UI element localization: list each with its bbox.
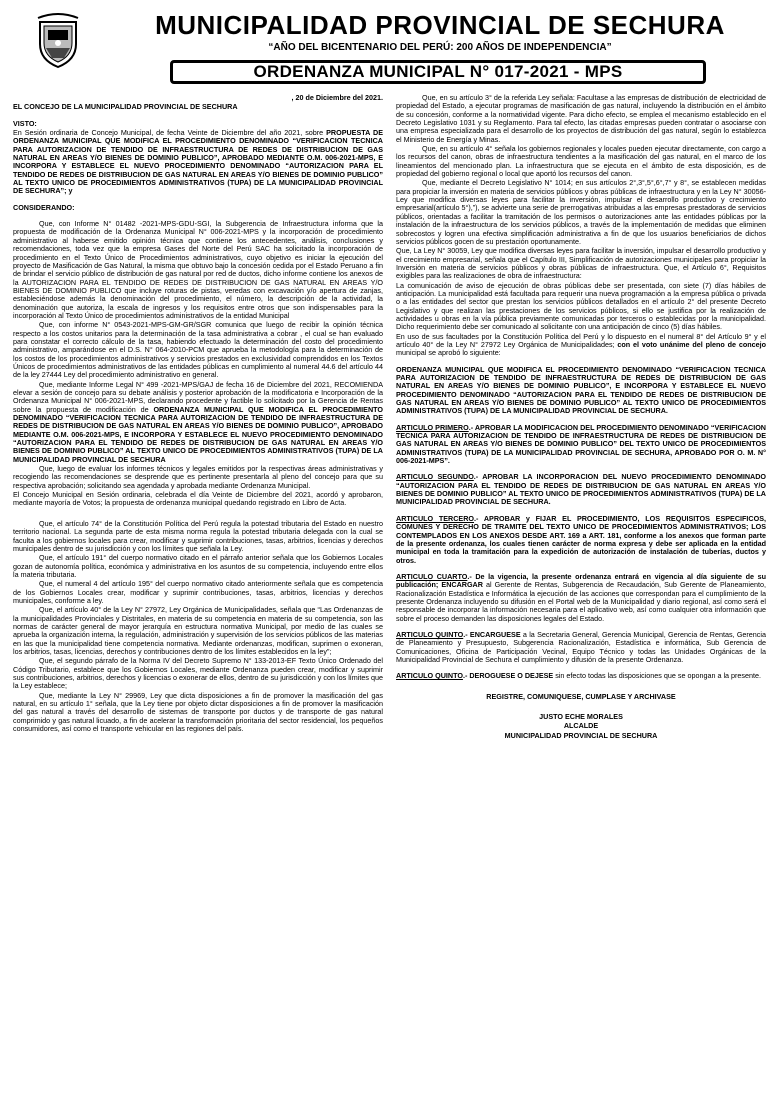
ordinance-title: ORDENANZA MUNICIPAL QUE MODIFICA EL PROCEDIMIENTO DENOMINADO “VERIFICACION TECNICA PARA AUTORIZACION DE TENDIDO DE INFRAESTRUCTURA DE REDES DE DISTRIBUCION DE GAS NATURAL EN AREAS Y/O BIENES DE DOMINIO PUBLICO”, E INCORPORA Y ESTABLECE EL NUEVO PROCEDIMIENTO DENOMINADO “AUTORIZACION PARA EL TENDIDO DE REDES DE DISTRIBUCION DE GAS NATURAL EN AREAS Y/O BIENES DE DOMINIO PUBLICO” AL TEXTO UNICO DE PROCEDIMIENTOS ADMINISTRATIVOS (TUPA) DE LA MUNICIPALIDAD PROVINCIAL DE SECHURA. [396,364,766,416]
considerando-paragraph: Que, mediante el Decreto Legislativo N° 1014; en sus artículos 2°,3°,5°,6°,7° y 8°, se establecen medidas para propiciar la inversión en materia de servicios públicos y obras públicas de infraestructura y en la Ley N° 30056- Ley que modifica diversas leyes para facilitar la inversión, impulsar el desarrollo productivo y crecimiento empresarial(artículo 5°),”), se advierte una serie de prerrogativas atribuidas a las empresas prestadoras de servicios públicos, orientadas a facilitar la tramitación de los permisos o autorizaciones ante las entidades públicas por la instalación de la infraestructura de los servicios públicos, a través de la implementación de medidas que eliminen sobrecostos y logren una efectiva simplificación administrativa a fin de que los usuarios beneficiarios de dichos servicios públicos gocen de su prestación oportunamente. [396,178,766,246]
considerando-paragraph: Que, el artículo 40° de la Ley N° 27972, Ley Orgánica de Municipalidades, señala que “Las Ordenanzas de la municipalidades Provinciales y Distritales, en materia de su competencia en materia de su competencia, son las normas de carácter general de mayor jerarquía en estructura normativa Municipal, por medio de las cuales se aprueba la organización interna, la regulación, administración y supervisión de los servicios públicos de las materias en las que la municipalidad tiene competencia normativa. Mediante ordenanzas, modifican, suprimen o exoneran, los arbitrios, tasas, licencias, derechos y contribuciones dentro de los límites establecidos en la ley”; [13,605,383,656]
article-first: ARTICULO PRIMERO.- APROBAR LA MODIFICACION DEL PROCEDIMIENTO DENOMINADO “VERIFICACION TECNICA PARA AUTORIZACION DE TENDIDO DE INFRAESTRUCTURA DE REDES DE DISTRIBUCION DE GAS NATURAL EN AREAS Y/O BIENES DE DOMINIO PUBLICO” DEL TEXTO UNICO DE PROCEDIMIENTOS ADMINISTRATIVOS (TUPA) DE LA MUNICIPALIDAD PROVINCIAL DE SECHURA, APROBADO POR O. M. N° 006-2021-MPS”. [396,422,766,466]
considerando-paragraph: En uso de sus facultades por la Constitución Política del Perú y lo dispuesto en el numeral 8° del Artículo 9° y el artículo 40° de la Ley N° 27972 Ley Orgánica de Municipalidades; con el voto unánime del pleno de concejo municipal se aprobó lo siguiente: [396,331,766,358]
visto-paragraph: En Sesión ordinaria de Concejo Municipal, de fecha Veinte de Diciembre del año 2021, sobre PROPUESTA DE ORDENANZA MUNICIPAL QUE MODIFICA EL PROCEDIMIENTO DENOMINADO “VERIFICACION TECNICA PARA AUTORIZACION DE TENDIDO DE INFRAESTRUCTURA DE REDES DE DISTRIBUCION DE GAS NATURAL EN AREAS Y/O BIENES DE DOMINIO PUBLICO”, APROBADO MEDIANTE O.M. 006-2021-MPS, E INCORPORA Y ESTABLECE EL NUEVO PROCEDIMIENTO DENOMINADO “AUTORIZACION PARA EL TENDIDO DE REDES DE DISTRIBUCION DE GAS NATURAL EN AREAS Y/O BIENES DE DOMINIO PUBLICO” AL TEXTO UNICO DE PROCEDIMIENTOS ADMINISTRATIVOS (TUPA) DE LA MUNICIPALIDAD PROVINCIAL DE SECHURA”; y [13,128,383,196]
signatory-name: JUSTO ECHE MORALES [539,712,623,721]
document-date: , 20 de Diciembre del 2021. [291,94,383,102]
considerando-paragraph: Que, luego de evaluar los informes técnicos y legales emitidos por la respectivas áreas administrativas y recogiendo las recomendaciones se desprende que es pertinente presentarla al pleno del concejo para que su respectiva aprobación; solicitando sea agendada y aprobada mediante Ordenanza Municipal. [13,464,383,490]
left-column [13,94,383,1104]
closing-formula: REGISTRE, COMUNIQUESE, CUMPLASE Y ARCHIVASE [486,691,676,701]
page-title: MUNICIPALIDAD PROVINCIAL DE SECHURA [155,10,725,40]
considerando-paragraph: Que, el artículo 74° de la Constitución Política del Perú regula la potestad tributaria del Estado en nuestro territorio nacional. La segunda parte de esta misma norma regula la potestad tributaria delegada con la cual se faculta a los gobiernos locales para crear, modificar y suprimir contribuciones, tasas, arbitrios, licencias y derechos municipales dentro de su jurisdicción y con los límites que señala la Ley. [13,518,383,553]
article-fourth: ARTICULO CUARTO.- De la vigencia, la presente ordenanza entrará en vigencia al día siguiente de su publicación; ENCARGAR al Gerente de Rentas, Subgerencia de Recaudación, Sub Gerente de Planeamiento, Racionalización Estadística e Informática la ejecución de las acciones que correspondan para el cumplimiento de la presente Ordenanza incluyendo su difusión en el Portal web de la Municipalidad y diario regional, así como será el responsable de incorporar la información necesaria para el aplicativo web, así como cualquier otra información que sobre el proceso demanden las disposiciones legales del Estado. [396,571,766,623]
municipal-coat-of-arms-icon [34,12,82,70]
considerando-paragraph: Que, en su artículo 3° de la referida Ley señala: Facultase a las empresas de distribución de electricidad de propiedad del Estado, a ejecutar programas de masificación de gas natural, incluyendo la distribución en el ámbito de su concesión, conforme a la normatividad vigente. Para dicho efecto, se emplea el mecanismo establecido en el Decreto Legislativo 1031 y su Reglamento. Para tal efecto, las citadas empresas pueden contratar o asociarse con una empresa especializada para el desarrollo de los proyectos de distribución del gas natural, según lo establezca el Ministerio de Energía y Minas. [396,94,766,144]
considerando-paragraph: Que, el numeral 4 del artículo 195° del cuerpo normativo citado anteriormente señala que es competencia de los Gobiernos Locales crear, modificar y suprimir contribuciones, tasas, arbitrios, licencias y derechos municipales, conforme a ley. [13,579,383,605]
considerando-paragraph: Que, mediante la Ley N° 29969, Ley que dicta disposiciones a fin de promover la masificación del gas natural, en su artículo 1° señala, que la Ley tiene por objeto dictar disposiciones a fin de promover la masificación del gas natural a través del desarrollo de sistemas de transporte por ductos y de transporte de gas natural comprimido y gas natural licuado, a fin de acelerar la transformación prioritaria del sector residencial, los pequeños consumidores, así como el transporte vehicular en las regiones del país. [13,690,383,734]
considerando-paragraph: El Concejo Municipal en Sesión ordinaria, celebrada el día Veinte de Diciembre del 2021, acordó y aprobaron, mediante mayoría de Votos; la propuesta de ordenanza municipal quedando registrado en Libro de Acta. [13,490,383,508]
considerando-paragraph: Que, el artículo 191° del cuerpo normativo citado en el párrafo anterior señala que los Gobiernos Locales gozan de autonomía política, económica y administrativa en los asuntos de su competencia, incluyendo entre ellos la materia tributaria. [13,553,383,579]
considerando-paragraph: Que, con informe N° 0543-2021-MPS-GM-GR/SGR comunica que luego de recibir la opinión técnica respecto a los costos unitarios para la determinación de la tasa administrativa a cobrar , el cual se han evaluado para constatar el correcto cálculo de la tasa, habiendo efectuado la determinación del costo del procedimiento administrativo, amparándose en el D.S. N° 064-2010-PCM que aprueba la metodología para la determinación de los costos de los procedimientos administrativos y servicios prestados en exclusividad comprendidos en los Textos Únicos de procedimientos administrativos de las entidades públicas en cumplimiento al numeral 44.6 del artículo 44 de la ley 27444 Ley del procedimiento administrativo en general. [13,320,383,380]
article-third: ARTICULO TERCERO.- APROBAR y FIJAR EL PROCEDIMIENTO, LOS REQUISITOS ESPECIFICOS, COMUNES Y DERECHO DE TRAMITE DEL TEXTO UNICO DE PROCEDIMIENTOS ADMINISTRATIVOS; LOS CONTEMPLADOS EN LOS ANEXOS DESDE ART. 169 a ART. 181, conforme a los anexos que forman parte de la presente ordenanza, los cuales tienen carácter de norma expresa y debe ser aplicada en la entidad municipal en toda la tramitación para la expedición de autorización de instalación de tuberías, ductos y otros. [396,513,766,565]
signatory-role: ALCALDE [563,721,599,731]
article-fifth-repeal: ARTICULO QUINTO.- DEROGUESE O DEJESE sin efecto todas las disposiciones que se opongan a la presente. [396,671,761,681]
considerando-heading: CONSIDERANDO: [13,202,75,212]
considerando-paragraph: Que, mediante Informe Legal N° 499 -2021-MPS/GAJ de fecha 16 de Diciembre del 2021, RECOMIENDA elevar a sesión de concejo para su debate análisis y posterior aprobación de la modificatoria e Incorporación de la Ordenanza Municipal N° 006-2021-MPS, declarando procedente y factible lo solicitado por la Gerencia de Rentas sobre la propuesta de modificación de ORDENANZA MUNICIPAL QUE MODIFICA EL PROCEDIMIENTO DENOMINADO “VERIFICACION TECNICA PARA AUTORIZACION DE TENDIDO DE INFRAESTRUCTURA DE REDES DE DISTRIBUCION DE GAS NATURAL EN AREAS Y/O BIENES DE DOMINIO PUBLICO”, APROBADO MEDIANTE O.M. 006-2021-MPS, E INCORPORA Y ESTABLECE EL NUEVO PROCEDIMIENTO DENOMINADO “AUTORIZACION PARA EL TENDIDO DE REDES DE DISTRIBUCION DE GAS NATURAL EN AREAS Y/O BIENES DE DOMINIO PUBLICO” AL TEXTO UNICO DE PROCEDIMIENTOS ADMINISTRATIVOS (TUPA) DE LA MUNICIPALIDAD PROVINCIAL DE SECHURA [13,379,383,464]
visto-heading: VISTO: [13,118,37,128]
considerando-paragraph: Que, en su artículo 4° señala los gobiernos regionales y locales pueden ejecutar directamente, con cargo a los recursos del canon, obras de infraestructura tendientes a la masificación del gas natural, en el marco de los lineamientos del mencionado plan. La infraestructura que se ejecuta en el ámbito de esta disposición, es de propiedad del gobierno regional o local que aportó los recursos del canon. [396,144,766,179]
ordinance-number-banner: ORDENANZA MUNICIPAL N° 017-2021 - MPS [170,60,706,84]
article-fifth: ARTICULO QUINTO.- ENCARGUESE a la Secretaria General, Gerencia Municipal, Gerencia de Rentas, Gerencia de Planeamiento y Presupuesto, Subgerencia Racionalización, Estadística e informática, Sub Gerencia de Comunicaciones, Oficina de Participación Vecinal, Equipo Técnico y todas las Unidades Orgánicas de la Municipalidad Provincial de Sechura el cumplimiento y difusión de la presente Ordenanza. [396,629,766,664]
signatory-entity: MUNICIPALIDAD PROVINCIAL DE SECHURA [504,730,658,740]
considerando-paragraph: Que, La Ley N° 30059, Ley que modifica diversas leyes para facilitar la inversión, impulsar el desarrollo productivo y el crecimiento empresarial, señala que el Capítulo III, Simplificación de autorizaciones municipales para propiciar la Inversión en materia de servicios públicos y obras públicas de infraestructura. Que, el Artículo 6°, Requisitos exigibles para las realizaciones de obra de infraestructura: [396,246,766,281]
council-heading: EL CONCEJO DE LA MUNICIPALIDAD PROVINCIAL DE SECHURA [13,102,238,112]
considerando-paragraph: Que, con Informe N° 01482 -2021-MPS-GDU-SGI, la Subgerencia de Infraestructura informa que la propuesta de modificación de la Ordenanza Municipal N° 006-2021-MPS y la incorporación de procedimiento administrativo al haberse emitido opinión técnica que contiene los antecedentes, análisis, conclusiones y recomendaciones, toda vez que la empresa Gases del Norte del Perú SAC ha solicitado la incorporación de procedimiento en el Texto Único de Procedimientos administrativos, cuyo objetivo es iniciar la ejecución del proyecto de Masificación de Gas Natural, la misma que obtuvo bajo la concesión cedida por el Estado Peruano a fin de brindar el servicio público de distribución de gas natural por red de ductos, dicho informe contiene los anexos de la AUTORIZACION PARA EL TENDIDO DE REDES DE DISTRIBUCION DE GAS NATURAL EN AREAS Y/O BIENES DE DOMINIO PUBLICO que incluye roturas de pistas, veredas con excavación y/o apertura de zanjas, estableciéndose además la denominación del procedimiento, el número, la descripción de la actividad, la denominación que autoriza, la escala de ingresos y los requisitos entre otros que son indispensables para la incorporación al Texto Único de procedimientos administrativos de la entidad Municipal [13,219,383,320]
article-second: ARTICULO SEGUNDO.- APROBAR LA INCORPORACION DEL NUEVO PROCEDIMIENTO DENOMINADO “AUTORIZACION PARA EL TENDIDO DE REDES DE DISTRIBUCION DE GAS NATURAL EN AREAS Y/O BIENES DE DOMINIO PUBLICO” AL TEXTO UNICO DE PROCEDIMIENTOS ADMINISTRATIVOS (TUPA) DE LA MUNICIPALIDAD PROVINCIAL DE SECHURA. [396,472,766,507]
right-column [396,94,766,1104]
considerando-paragraph: La comunicación de aviso de ejecución de obras públicas debe ser presentada, con siete (7) días hábiles de anticipación. La municipalidad está facultada para requerir una nueva programación a la empresa pública o privada o a las entidades del sector que prestan los servicios públicos detallados en el artículo 2° del presente Decreto Legislativo y que realizan las prestaciones de los servicios públicos, si ello se justifica por la realización de actividades u obras en la vía pública previamente comunicadas por terceros o establecidas por la municipalidad. Dicho requerimiento debe ser comunicado al solicitante con una anticipación de cinco (5) días hábiles. [396,280,766,332]
considerando-paragraph: Que, el segundo párrafo de la Norma IV del Decreto Supremo N° 133-2013-EF Texto Único Ordenado del Código Tributario, establece que los Gobiernos Locales, mediante Ordenanza pueden crear, modificar y suprimir sus contribuciones, arbitrios, derechos y licencias o exonerar de ellos, dentro de su jurisdicción y con los límites que la Ley establece; [13,656,383,691]
year-motto: “AÑO DEL BICENTENARIO DEL PERÚ: 200 AÑOS DE INDEPENDENCIA” [268,42,612,53]
